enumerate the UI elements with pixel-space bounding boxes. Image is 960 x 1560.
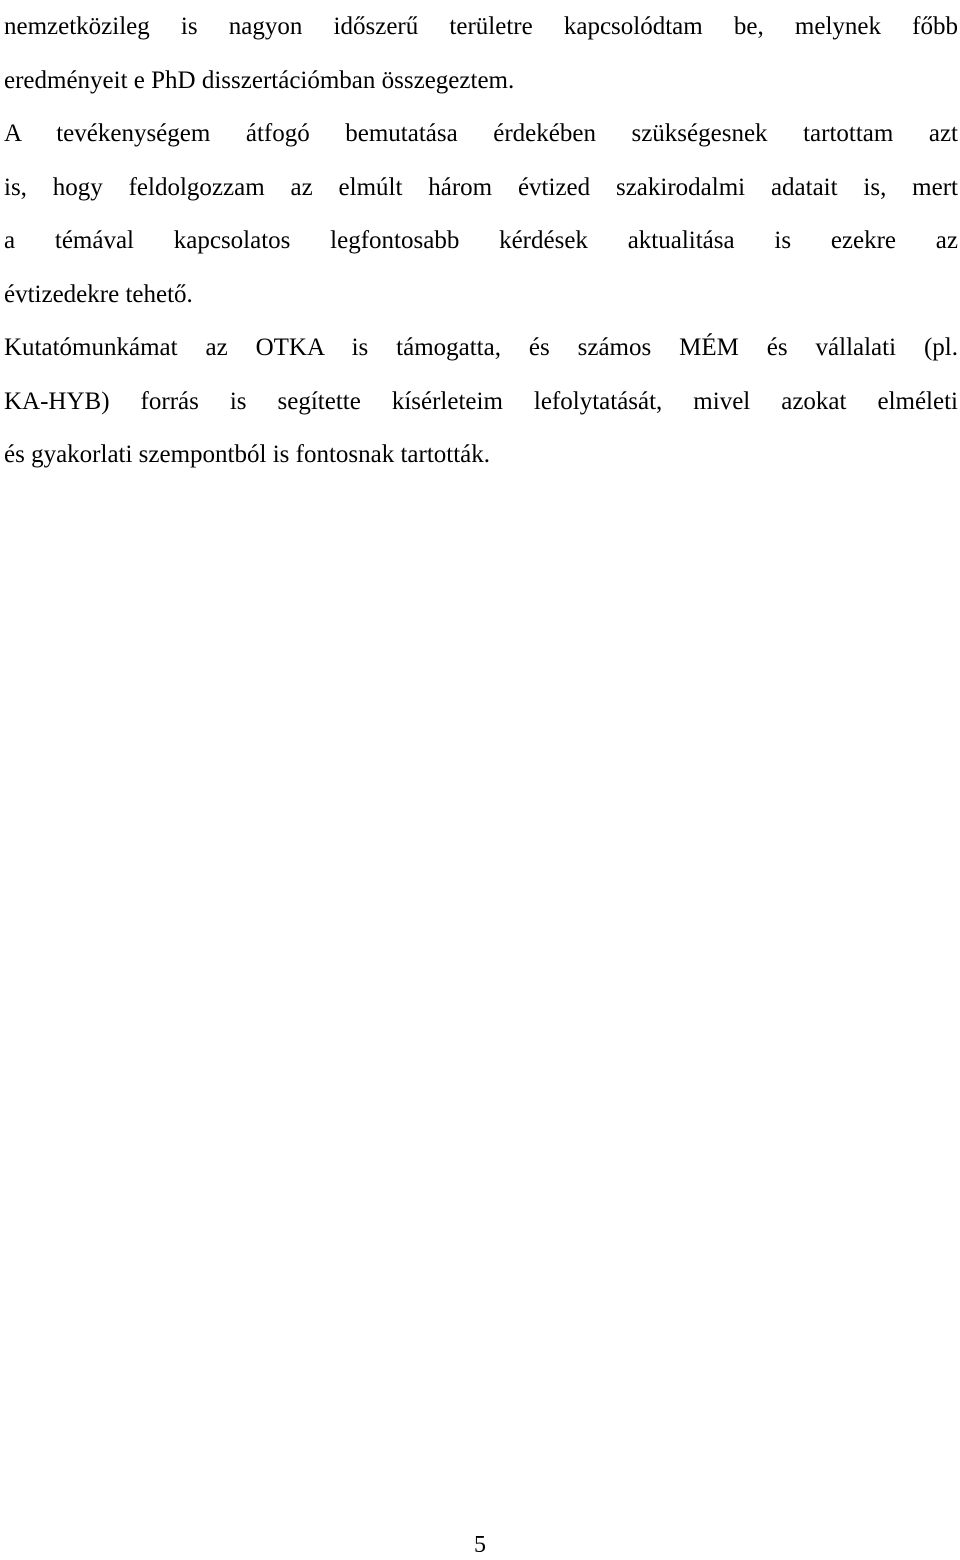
text-line: a témával kapcsolatos legfontosabb kérdések aktualitása is ezekre az	[4, 227, 958, 254]
page-number: 5	[474, 1532, 486, 1558]
text-line: évtizedekre tehető.	[4, 280, 193, 308]
text-line: nemzetközileg is nagyon időszerű területre kapcsolódtam be, melynek főbb	[4, 13, 958, 40]
text-line: KA-HYB) forrás is segítette kísérleteim lefolytatását, mivel azokat elméleti	[4, 387, 958, 415]
text-line: Kutatómunkámat az OTKA is támogatta, és számos MÉM és vállalati (pl.	[4, 334, 958, 361]
text-line: is, hogy feldolgozzam az elmúlt három évtized szakirodalmi adatait is, mert	[4, 173, 958, 201]
text-line: eredményeit e PhD disszertációmban összegeztem.	[4, 66, 515, 94]
body-text	[4, 0, 958, 482]
text-line: és gyakorlati szempontból is fontosnak tartották.	[4, 441, 491, 468]
text-line: A tevékenységem átfogó bemutatása érdekében szükségesnek tartottam azt	[4, 120, 958, 147]
